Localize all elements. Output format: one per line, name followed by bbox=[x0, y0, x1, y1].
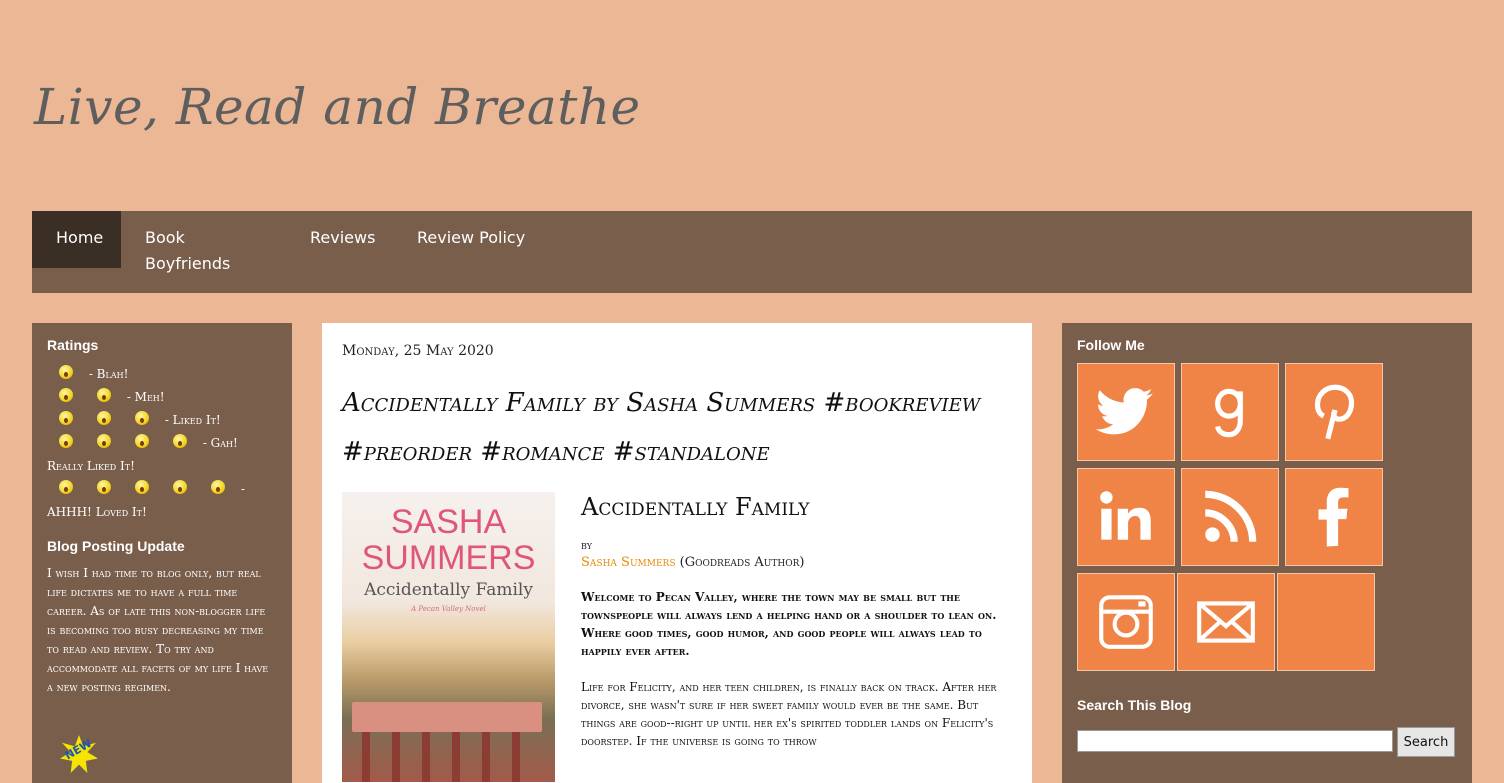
ratings-title: Ratings bbox=[47, 337, 99, 353]
search-input[interactable] bbox=[1077, 730, 1393, 752]
rating-label: - Meh! bbox=[123, 390, 165, 404]
surprised-face-icon bbox=[59, 388, 73, 402]
nav-book-boyfriends[interactable]: Book Boyfriends bbox=[145, 228, 231, 273]
twitter-icon[interactable] bbox=[1077, 363, 1175, 461]
posting-update-text: I wish I had time to blog only, but real life dictates me to have a full time career. As of late this non-blogger life is becoming too busy decreasing my time to read and review. To try and accommodate all facets of my life I have a new posting regimen. bbox=[47, 566, 269, 694]
surprised-face-icon bbox=[97, 434, 111, 448]
rating-row bbox=[47, 478, 277, 524]
blurb-intro: Welcome to Pecan Valley, where the town may be small but the townspeople will always lend a helping hand or a shoulder to lean on. Where good times, good humor, and good people will always lead to happily ever after. bbox=[581, 590, 997, 658]
by-label: by bbox=[581, 539, 593, 552]
instagram-icon[interactable] bbox=[1077, 573, 1175, 671]
rating-row bbox=[47, 363, 277, 386]
email-icon[interactable] bbox=[1177, 573, 1275, 671]
book-cover-image[interactable] bbox=[342, 492, 555, 782]
surprised-face-icon bbox=[59, 365, 73, 379]
goodreads-icon[interactable] bbox=[1181, 363, 1279, 461]
rating-label: - Blah! bbox=[85, 367, 129, 381]
search-title: Search This Blog bbox=[1077, 697, 1192, 713]
nav-reviews[interactable]: Reviews bbox=[310, 228, 376, 247]
right-sidebar bbox=[1062, 323, 1472, 783]
rating-row bbox=[47, 409, 277, 432]
surprised-face-icon bbox=[173, 434, 187, 448]
cover-chairs-art bbox=[362, 732, 532, 782]
new-badge-label: NEW bbox=[62, 736, 95, 763]
cover-author-first: SASHA bbox=[390, 503, 507, 541]
post-title[interactable]: Accidentally Family by Sasha Summers #bookreview #preorder #romance #standalone bbox=[342, 388, 981, 467]
rating-label: - Gah! Really Liked It! bbox=[47, 436, 238, 473]
blog-title[interactable]: Live, Read and Breathe bbox=[34, 78, 641, 136]
cover-author-last: SUMMERS bbox=[361, 539, 536, 577]
rating-row bbox=[47, 386, 277, 409]
posting-update-title: Blog Posting Update bbox=[47, 538, 185, 554]
search-button[interactable]: Search bbox=[1397, 727, 1455, 757]
surprised-face-icon bbox=[135, 480, 149, 494]
pinterest-icon[interactable] bbox=[1285, 363, 1383, 461]
nav-review-policy[interactable]: Review Policy bbox=[417, 228, 526, 247]
facebook-icon[interactable] bbox=[1285, 468, 1383, 566]
rating-row bbox=[47, 432, 277, 478]
search-row bbox=[1077, 723, 1457, 753]
surprised-face-icon bbox=[97, 480, 111, 494]
blurb-body: Life for Felicity, and her teen children, is finally back on track. After her divorce, she wasn't sure if her sweet family would ever be the same. But things are good--right up until her ex's spirited toddler lands on Felicity's doorstep. If the universe is going to throw bbox=[581, 680, 997, 748]
surprised-face-icon bbox=[135, 434, 149, 448]
book-title: Accidentally Family bbox=[581, 493, 810, 521]
surprised-face-icon bbox=[97, 388, 111, 402]
author-link[interactable]: Sasha Summers bbox=[581, 555, 676, 570]
cover-title: Accidentally Family bbox=[364, 580, 533, 600]
author-note: (Goodreads Author) bbox=[679, 555, 805, 570]
surprised-face-icon bbox=[97, 411, 111, 425]
surprised-face-icon bbox=[59, 434, 73, 448]
surprised-face-icon bbox=[211, 480, 225, 494]
left-sidebar bbox=[32, 323, 292, 783]
book-info bbox=[581, 493, 1016, 750]
follow-title: Follow Me bbox=[1077, 337, 1145, 353]
cover-series: A Pecan Valley Novel bbox=[411, 605, 486, 613]
post-date: Monday, 25 May 2020 bbox=[342, 343, 494, 359]
rss-icon[interactable] bbox=[1181, 468, 1279, 566]
rating-label: - AHHH! Loved It! bbox=[47, 482, 245, 519]
blank-icon[interactable] bbox=[1277, 573, 1375, 671]
nav-bar bbox=[32, 211, 1472, 293]
social-grid bbox=[1077, 363, 1407, 679]
rating-label: - Liked It! bbox=[161, 413, 221, 427]
surprised-face-icon bbox=[59, 411, 73, 425]
linkedin-icon[interactable] bbox=[1077, 468, 1175, 566]
nav-home[interactable]: Home bbox=[32, 211, 121, 268]
main-post bbox=[322, 323, 1032, 783]
surprised-face-icon bbox=[59, 480, 73, 494]
ratings-list bbox=[47, 363, 277, 524]
cover-table-art bbox=[352, 702, 542, 732]
surprised-face-icon bbox=[173, 480, 187, 494]
surprised-face-icon bbox=[135, 411, 149, 425]
author-line bbox=[581, 555, 1016, 570]
